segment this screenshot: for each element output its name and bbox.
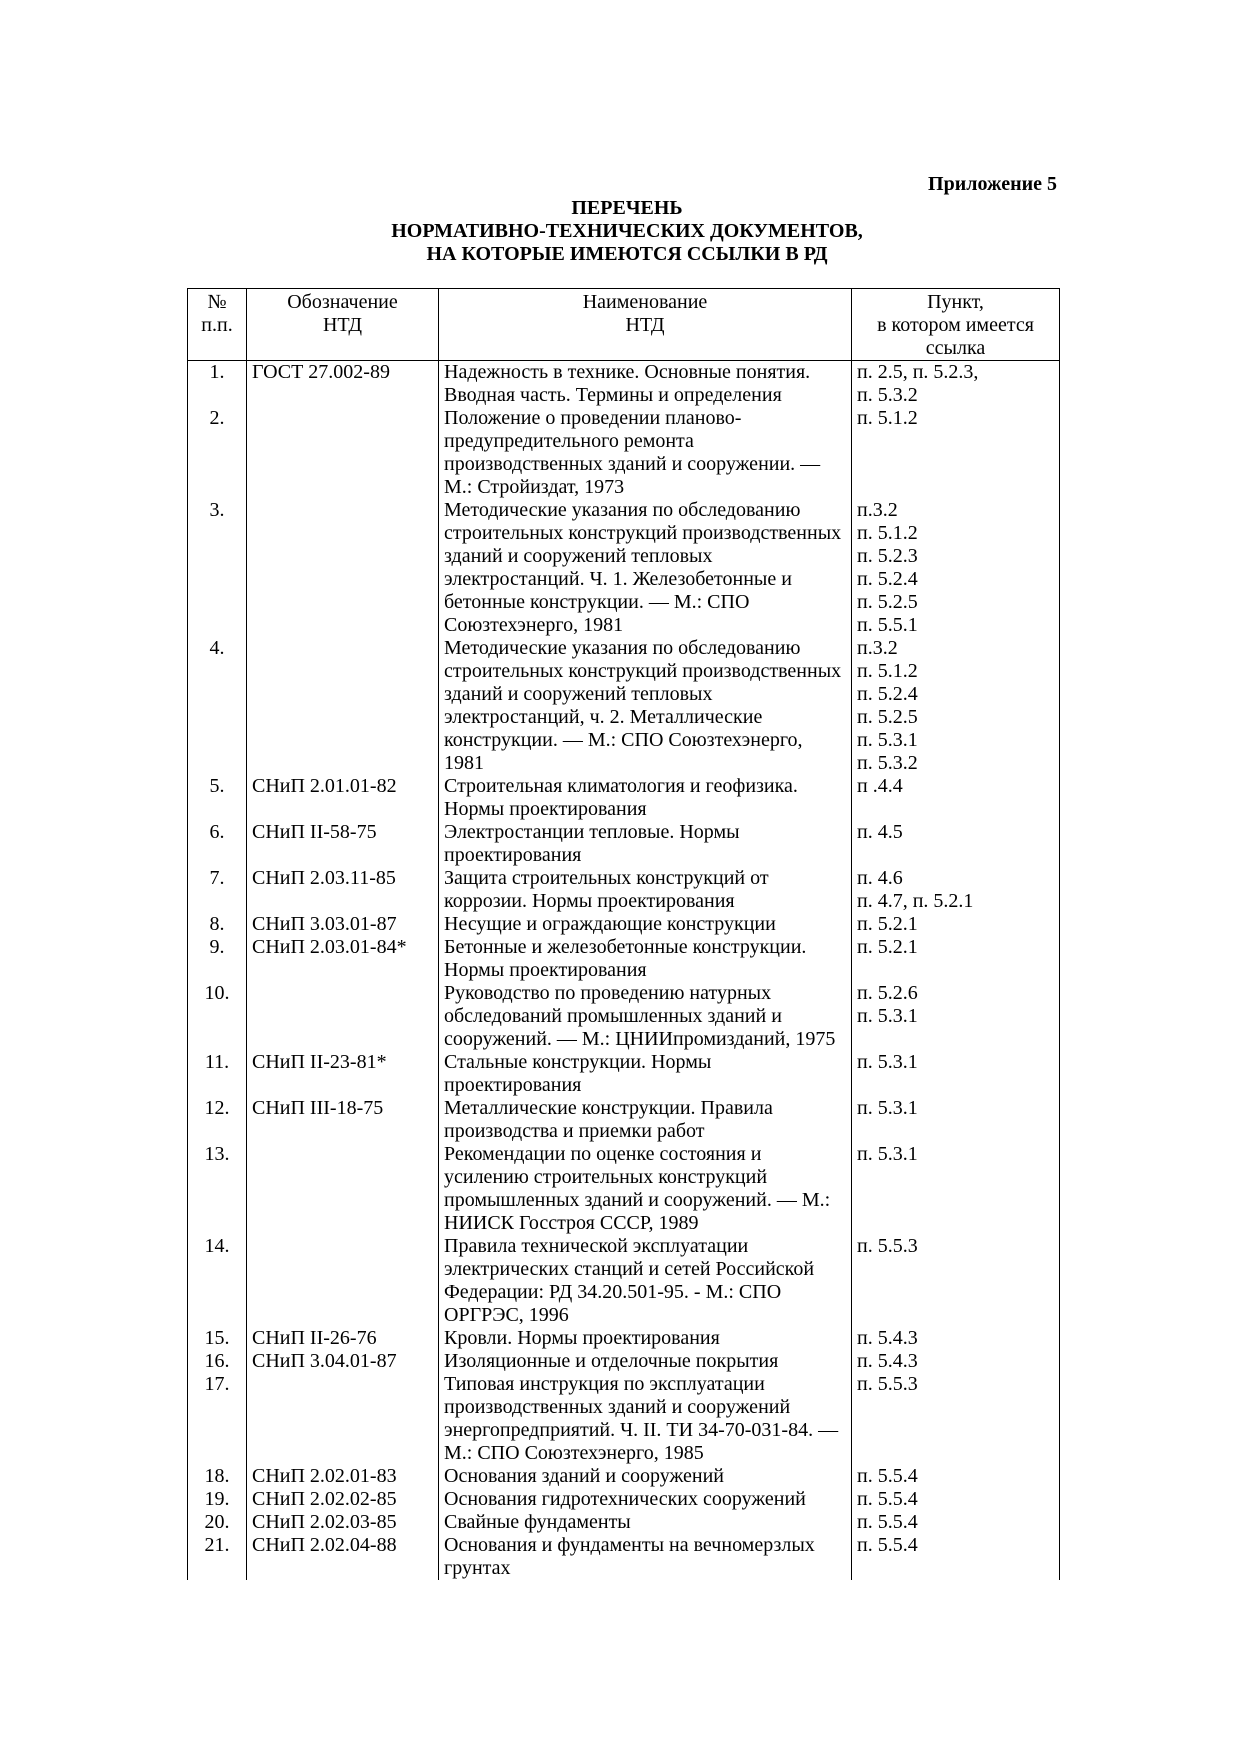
row-designation: СНиП 2.01.01-82 — [247, 775, 439, 821]
clause-reference: п. 2.5, п. 5.2.3, — [857, 361, 979, 383]
clause-reference: п. 5.3.2 — [857, 384, 918, 406]
clause-reference: п. 5.1.2 — [857, 522, 918, 544]
row-designation: СНиП II-26-76 — [247, 1327, 439, 1350]
clause-reference: п. 5.2.5 — [857, 591, 918, 613]
row-number: 21. — [188, 1534, 247, 1580]
row-clause — [852, 1373, 1060, 1465]
clause-reference: п. 5.3.1 — [857, 1005, 918, 1027]
row-name: Несущие и ограждающие конструкции — [439, 913, 852, 936]
row-name: Защита строительных конструкций от коррозии. Нормы проектирования — [439, 867, 852, 913]
row-clause — [852, 1235, 1060, 1327]
row-number: 10. — [188, 982, 247, 1051]
clause-reference: п. 5.5.3 — [857, 1373, 918, 1395]
row-name: Кровли. Нормы проектирования — [439, 1327, 852, 1350]
row-clause — [852, 407, 1060, 499]
table-row — [188, 1534, 1060, 1580]
row-clause — [852, 867, 1060, 913]
row-name: Типовая инструкция по эксплуатации производственных зданий и сооружений энергопредприятий. Ч. II. ТИ 34-70-031-84. — М.: СПО Союзтехэнерго, 1985 — [439, 1373, 852, 1465]
title-line: ПЕРЕЧЕНЬ — [571, 197, 683, 219]
row-designation: СНиП 3.03.01-87 — [247, 913, 439, 936]
row-designation: СНиП 2.02.01-83 — [247, 1465, 439, 1488]
row-name: Основания и фундаменты на вечномерзлых грунтах — [439, 1534, 852, 1580]
table-header — [188, 289, 1060, 361]
row-name: Методические указания по обследованию строительных конструкций производственных зданий и сооружений тепловых электростанций. Ч. 1. Железобетонные и бетонные конструкции. — М.: СПО Союзтехэнерго, 1981 — [439, 499, 852, 637]
row-number: 2. — [188, 407, 247, 499]
header-clause — [852, 289, 1060, 361]
row-number: 5. — [188, 775, 247, 821]
clause-reference: п. 5.3.2 — [857, 752, 918, 774]
row-name: Правила технической эксплуатации электрических станций и сетей Российской Федерации: РД 34.20.501-95. - М.: СПО ОРГРЭС, 1996 — [439, 1235, 852, 1327]
table-row — [188, 1373, 1060, 1465]
row-clause — [852, 499, 1060, 637]
clause-reference: п. 5.3.1 — [857, 1097, 918, 1119]
table-row — [188, 1097, 1060, 1143]
clause-reference: п. 5.1.2 — [857, 660, 918, 682]
header-text: № — [207, 291, 227, 313]
row-number: 17. — [188, 1373, 247, 1465]
row-designation: СНиП II-23-81* — [247, 1051, 439, 1097]
row-clause — [852, 637, 1060, 775]
table-row — [188, 982, 1060, 1051]
table-row — [188, 1511, 1060, 1534]
row-designation — [247, 407, 439, 499]
row-clause — [852, 936, 1060, 982]
table-row — [188, 1350, 1060, 1373]
row-name: Стальные конструкции. Нормы проектирования — [439, 1051, 852, 1097]
header-number — [188, 289, 247, 361]
row-number: 7. — [188, 867, 247, 913]
row-clause — [852, 1143, 1060, 1235]
row-number: 14. — [188, 1235, 247, 1327]
row-number: 11. — [188, 1051, 247, 1097]
table-body — [188, 361, 1060, 1581]
row-name: Надежность в технике. Основные понятия. Вводная часть. Термины и определения — [439, 361, 852, 408]
header-text: НТД — [625, 314, 665, 336]
clause-reference: п. 5.2.6 — [857, 982, 918, 1004]
header-text: Пункт, — [927, 291, 984, 313]
row-name: Изоляционные и отделочные покрытия — [439, 1350, 852, 1373]
row-clause — [852, 361, 1060, 408]
row-clause — [852, 1051, 1060, 1097]
row-name: Основания зданий и сооружений — [439, 1465, 852, 1488]
row-name: Основания гидротехнических сооружений — [439, 1488, 852, 1511]
row-clause — [852, 982, 1060, 1051]
row-name: Положение о проведении планово-предупредительного ремонта производственных зданий и сооружении. — М.: Стройиздат, 1973 — [439, 407, 852, 499]
table-row — [188, 936, 1060, 982]
row-clause — [852, 1488, 1060, 1511]
row-number: 6. — [188, 821, 247, 867]
row-clause — [852, 913, 1060, 936]
header-designation — [247, 289, 439, 361]
row-designation: СНиП 2.02.04-88 — [247, 1534, 439, 1580]
table-row — [188, 361, 1060, 408]
row-name: Свайные фундаменты — [439, 1511, 852, 1534]
row-number: 12. — [188, 1097, 247, 1143]
row-name: Рекомендации по оценке состояния и усилению строительных конструкций промышленных зданий и сооружений. — М.: НИИСК Госстроя СССР, 1989 — [439, 1143, 852, 1235]
clause-reference: п. 5.3.1 — [857, 729, 918, 751]
clause-reference: п. 5.5.4 — [857, 1534, 918, 1556]
document-title — [187, 197, 1067, 266]
title-line: НОРМАТИВНО-ТЕХНИЧЕСКИХ ДОКУМЕНТОВ, — [391, 220, 863, 242]
row-designation: СНиП 2.02.02-85 — [247, 1488, 439, 1511]
row-number: 1. — [188, 361, 247, 408]
header-text: НТД — [322, 314, 363, 336]
clause-reference: п. 5.2.1 — [857, 913, 918, 935]
clause-reference: п. 5.5.3 — [857, 1235, 918, 1257]
appendix-label: Приложение 5 — [928, 173, 1057, 195]
clause-reference: п. 5.2.3 — [857, 545, 918, 567]
table-row — [188, 407, 1060, 499]
clause-reference: п. 4.7, п. 5.2.1 — [857, 890, 974, 912]
row-number: 19. — [188, 1488, 247, 1511]
clause-reference: п. 4.6 — [857, 867, 903, 889]
clause-reference: п. 5.5.4 — [857, 1511, 918, 1533]
row-designation: ГОСТ 27.002-89 — [247, 361, 439, 408]
clause-reference: п.3.2 — [857, 499, 898, 521]
header-text: ссылка — [925, 337, 986, 359]
header-text: п.п. — [201, 314, 233, 336]
row-number: 20. — [188, 1511, 247, 1534]
row-number: 16. — [188, 1350, 247, 1373]
row-number: 13. — [188, 1143, 247, 1235]
table-row — [188, 1051, 1060, 1097]
ntd-table — [187, 288, 1060, 1580]
title-line: НА КОТОРЫЕ ИМЕЮТСЯ ССЫЛКИ В РД — [426, 243, 828, 265]
clause-reference: п. 4.5 — [857, 821, 903, 843]
row-clause — [852, 821, 1060, 867]
row-number: 18. — [188, 1465, 247, 1488]
table-row — [188, 637, 1060, 775]
table-row — [188, 821, 1060, 867]
row-name: Строительная климатология и геофизика. Нормы проектирования — [439, 775, 852, 821]
table-row — [188, 1488, 1060, 1511]
header-text: Обозначение — [287, 291, 398, 313]
row-number: 9. — [188, 936, 247, 982]
table-row — [188, 1235, 1060, 1327]
row-clause — [852, 1511, 1060, 1534]
row-designation — [247, 1235, 439, 1327]
row-designation — [247, 637, 439, 775]
row-name: Руководство по проведению натурных обследований промышленных зданий и сооружений. — М.: ЦНИИпромизданий, 1975 — [439, 982, 852, 1051]
row-name: Электростанции тепловые. Нормы проектирования — [439, 821, 852, 867]
header-text: в котором имеется — [877, 314, 1034, 336]
clause-reference: п. 5.5.1 — [857, 614, 918, 636]
clause-reference: п. 5.2.1 — [857, 936, 918, 958]
table-row — [188, 499, 1060, 637]
clause-reference: п. 5.2.4 — [857, 568, 918, 590]
header-row — [188, 289, 1060, 361]
clause-reference: п .4.4 — [857, 775, 903, 797]
row-number: 15. — [188, 1327, 247, 1350]
table-row — [188, 913, 1060, 936]
row-number: 8. — [188, 913, 247, 936]
row-designation: СНиП III-18-75 — [247, 1097, 439, 1143]
header-name — [439, 289, 852, 361]
table-row — [188, 1327, 1060, 1350]
row-name: Бетонные и железобетонные конструкции. Нормы проектирования — [439, 936, 852, 982]
row-name: Методические указания по обследованию строительных конструкций производственных зданий и сооружений тепловых электростанций, ч. 2. Металлические конструкции. — М.: СПО Союзтехэнерго, 1981 — [439, 637, 852, 775]
clause-reference: п. 5.2.5 — [857, 706, 918, 728]
clause-reference: п. 5.4.3 — [857, 1350, 918, 1372]
clause-reference: п.3.2 — [857, 637, 898, 659]
clause-reference: п. 5.4.3 — [857, 1327, 918, 1349]
row-clause — [852, 1097, 1060, 1143]
row-number: 4. — [188, 637, 247, 775]
row-designation: СНиП 3.04.01-87 — [247, 1350, 439, 1373]
row-number: 3. — [188, 499, 247, 637]
clause-reference: п. 5.2.4 — [857, 683, 918, 705]
header-text: Наименование — [582, 291, 708, 313]
row-designation: СНиП 2.03.11-85 — [247, 867, 439, 913]
row-designation — [247, 499, 439, 637]
clause-reference: п. 5.5.4 — [857, 1488, 918, 1510]
clause-reference: п. 5.1.2 — [857, 407, 918, 429]
clause-reference: п. 5.3.1 — [857, 1143, 918, 1165]
row-designation — [247, 1373, 439, 1465]
row-designation: СНиП 2.02.03-85 — [247, 1511, 439, 1534]
table-row — [188, 1143, 1060, 1235]
row-designation: СНиП II-58-75 — [247, 821, 439, 867]
row-designation — [247, 1143, 439, 1235]
row-clause — [852, 775, 1060, 821]
table-row — [188, 1465, 1060, 1488]
table-row — [188, 867, 1060, 913]
row-clause — [852, 1465, 1060, 1488]
clause-reference: п. 5.3.1 — [857, 1051, 918, 1073]
row-designation: СНиП 2.03.01-84* — [247, 936, 439, 982]
row-designation — [247, 982, 439, 1051]
row-clause — [852, 1534, 1060, 1580]
row-name: Металлические конструкции. Правила производства и приемки работ — [439, 1097, 852, 1143]
row-clause — [852, 1350, 1060, 1373]
row-clause — [852, 1327, 1060, 1350]
table-row — [188, 775, 1060, 821]
clause-reference: п. 5.5.4 — [857, 1465, 918, 1487]
